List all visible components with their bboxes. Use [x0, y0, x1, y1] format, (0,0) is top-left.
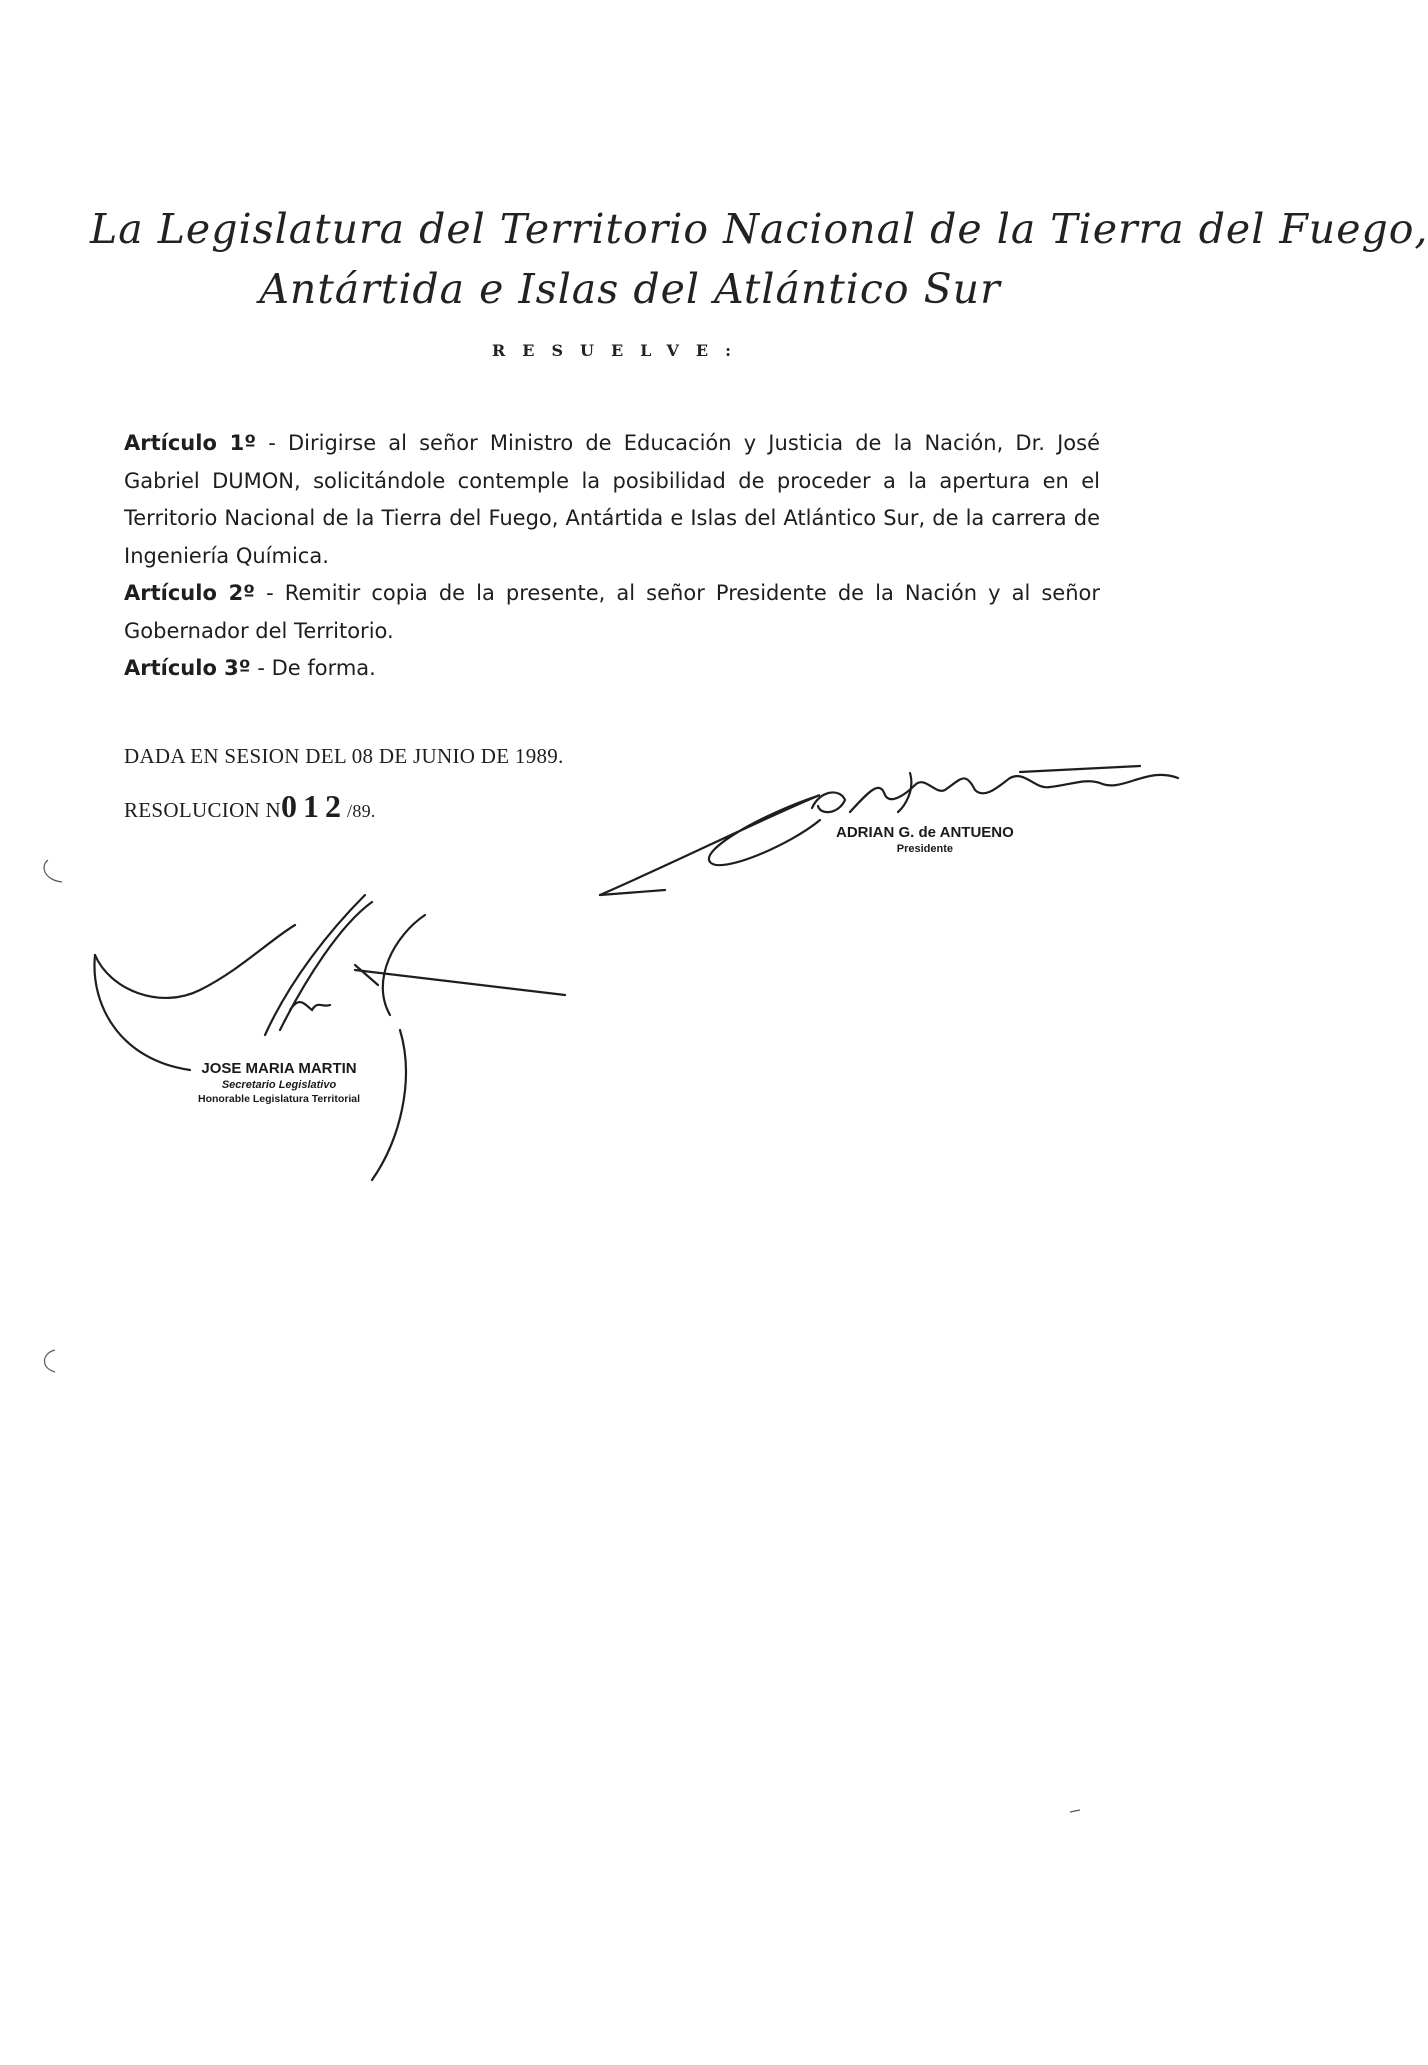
article-3-label: Artículo 3º [124, 656, 251, 680]
president-name: ADRIAN G. de ANTUENO [836, 824, 1014, 841]
president-signature-block [836, 824, 1014, 855]
secretary-signature-block [198, 1060, 360, 1105]
session-date: DADA EN SESION DEL 08 DE JUNIO DE 1989. [124, 744, 564, 768]
secretary-role: Secretario Legislativo [221, 1079, 337, 1091]
letterhead [90, 205, 1428, 313]
article-2 [124, 575, 1100, 650]
president-role: Presidente [896, 843, 954, 855]
resolution-number-stamp: 012 [281, 788, 348, 824]
articles [124, 425, 1100, 688]
article-1-text: - Dirigirse al señor Ministro de Educación y Justicia de la Nación, Dr. José Gabriel DUMON, solicitándole contemple la posibilidad de proceder a la apertura en el Territorio Nacional de la Tierra del Fuego, Antártida e Islas del Atlántico Sur, de la carrera de Ingeniería Química. [124, 431, 1100, 568]
article-1 [124, 425, 1100, 575]
article-3-text: - De forma. [250, 656, 376, 680]
article-2-text: - Remitir copia de la presente, al señor Presidente de la Nación y al señor Gobernador del Territorio. [124, 581, 1100, 643]
resuelve-heading: RESUELVE: [491, 341, 749, 360]
margin-marks [44, 860, 1080, 1812]
article-3 [124, 650, 1100, 688]
letterhead-line-1: La Legislatura del Territorio Nacional de la Tierra del Fuego, [90, 205, 1428, 253]
article-1-label: Artículo 1º [124, 431, 257, 455]
secretary-name: JOSE MARIA MARTIN [201, 1060, 357, 1077]
secretary-signature [94, 895, 565, 1180]
article-2-label: Artículo 2º [124, 581, 256, 605]
letterhead-line-2: Antártida e Islas del Atlántico Sur [259, 265, 1001, 313]
resolution-suffix: /89. [347, 801, 376, 821]
resolution-number [124, 788, 376, 825]
secretary-org: Honorable Legislatura Territorial [198, 1093, 361, 1105]
resolution-prefix: RESOLUCION N [124, 798, 282, 822]
